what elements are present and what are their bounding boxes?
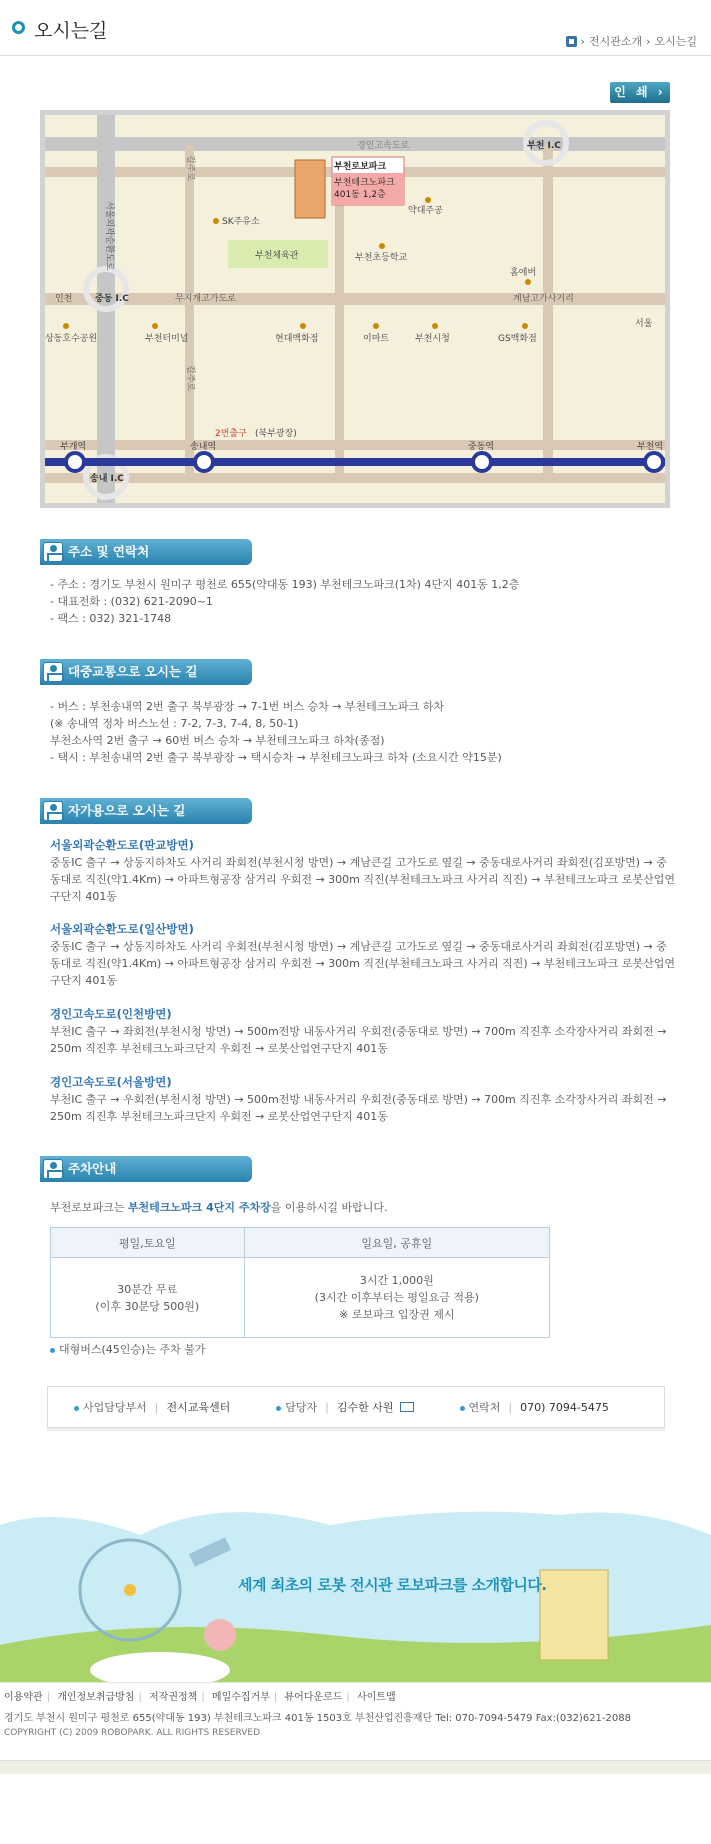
dept-value: 전시교육센터: [166, 1401, 231, 1414]
section-heading-parking: [40, 1156, 252, 1182]
map-label-robopark: 부천로보파크: [334, 162, 387, 172]
map-label-emart: 이마트: [363, 334, 390, 344]
footer-copyright: COPYRIGHT (C) 2009 ROBOPARK. ALL RIGHTS RESERVED: [4, 1728, 260, 1738]
section-heading-transit: [40, 659, 252, 685]
divider: |: [273, 1692, 278, 1703]
contact-phone: 070) 7094-5475: [520, 1400, 609, 1414]
map-label-technopark: 부천테크노파크: [334, 178, 395, 188]
map-label-gilju-bottom: 길주로: [185, 365, 195, 392]
map-label-elementary: 부천초등학교: [355, 253, 408, 263]
divider: |: [46, 1692, 51, 1703]
bottom-bar: [0, 1760, 711, 1774]
breadcrumb-separator: ›: [646, 34, 651, 48]
map-label-gs: GS백화점: [498, 334, 537, 344]
map-label-sangdong: 상동호수공원: [45, 334, 98, 344]
map-label-sk: SK주유소: [222, 217, 260, 227]
station-marker: [66, 453, 84, 471]
map-label-terminal: 부천터미널: [145, 334, 189, 344]
contact-label: 연락처: [460, 1399, 501, 1415]
section-heading-text: 주소 및 연락처: [68, 544, 150, 559]
map-label-exit2: 2번출구: [215, 429, 247, 439]
map-label-pharmacy: 약대주공: [408, 206, 443, 216]
page-title: 오시는길: [34, 20, 108, 42]
fee-text: (이후 30분당 500원): [95, 1299, 200, 1313]
route-text: 부천IC 출구 → 우회전(부천시청 방면) → 500m전방 내동사거리 우회전(중동대로 방면) → 700m 직진후 소각장사거리 좌회전 → 250m 직진후 부천테크노파크단지 우회전 → 로봇산업연구단지 401동: [50, 1093, 667, 1123]
banner-tagline: 세계 최초의 로봇 전시관 로보파크를 소개합니다.: [238, 1576, 547, 1594]
footer-link-copyright[interactable]: 저작권정책: [149, 1692, 198, 1703]
header: [0, 0, 711, 56]
map-label-gyenam: 계남고가사거리: [513, 294, 574, 304]
breadcrumb-item-directions[interactable]: 오시는길: [654, 35, 697, 48]
route-title: 경인고속도로(서울방면): [50, 1075, 172, 1089]
route-title: 서울외곽순환도로(판교방면): [50, 838, 194, 852]
phone-line: - 대표전화 : (032) 621-2090~1: [50, 595, 213, 608]
section-heading-text: 주차안내: [68, 1161, 117, 1176]
divider: |: [138, 1692, 142, 1703]
map-label-building: 401동 1,2층: [334, 190, 386, 200]
parking-lot-name: 부천테크노파크 4단지 주차장: [127, 1201, 271, 1214]
breadcrumb-item-intro[interactable]: 전시관소개: [588, 35, 643, 48]
route-title: 경인고속도로(인천방면): [50, 1007, 172, 1021]
transit-line: (※ 송내역 정차 버스노선 : 7-2, 7-3, 7-4, 8, 50-1): [50, 717, 299, 730]
map-label-jungdong-ic: 중동 I.C: [95, 294, 129, 304]
person-label: 담당자: [276, 1399, 317, 1415]
section-heading-address: [40, 539, 252, 565]
road: [45, 440, 665, 450]
table-row: [51, 1258, 550, 1338]
ferris-wheel-hub: [124, 1584, 136, 1596]
map-label-incheon: 인천: [55, 294, 73, 304]
map-label-homeplus: 홈에버: [510, 268, 537, 278]
expressway-road: [45, 137, 665, 151]
transit-line: - 버스 : 부천송내역 2번 출구 북부광장 → 7-1번 버스 승차 → 부천테크노파크 하차: [50, 700, 445, 713]
road: [45, 473, 665, 483]
robot-house-icon: [204, 1619, 236, 1651]
parking-fee-table: [50, 1227, 550, 1338]
map-label-bucheon: 부천역: [637, 442, 664, 452]
table-header-row: [51, 1228, 550, 1258]
fee-text: (3시간 이후부터는 평일요금 적용): [314, 1291, 479, 1304]
column-header: 일요일, 공휴일: [244, 1228, 549, 1258]
print-button[interactable]: 인 쇄 ›: [610, 82, 670, 103]
route-text: 중동IC 출구 → 상동지하차도 사거리 우회전(부천시청 방면) → 계남큰길 고가도로 옆길 → 중동대로사거리 좌회전(김포방면) → 중동대로 직진(약1.4Km) → 아파트형공장 삼거리 우회전 → 300m 직진(부천테크노파크 사거리 직진) → 부천테크노파크 로봇산업연구단지 401동: [50, 940, 675, 987]
map-label-expressway: 경인고속도로: [357, 141, 410, 151]
fax-line: - 팩스 : 032) 321-1748: [50, 612, 172, 625]
subway-line: [45, 458, 665, 466]
dept-label: 사업담당부서: [74, 1399, 147, 1415]
parking-note-text: 대형버스(45인승)는 주차 불가: [59, 1343, 206, 1356]
parking-intro-text: 을 이용하시길 바랍니다.: [270, 1201, 388, 1214]
breadcrumb: [566, 33, 697, 49]
route-text: 중동IC 출구 → 상동지하차도 사거리 좌회전(부천시청 방면) → 계남큰길 고가도로 옆길 → 중동대로사거리 좌회전(김포방면) → 중동대로 직진(약1.4Km) → 아파트형공장 삼거리 우회전 → 300m 직진(부천테크노파크 사거리 직진) → 부천테크노파크 로봇산업연구단지 401동: [50, 856, 675, 903]
transit-line: - 택시 : 부천송내역 2번 출구 북부광장 → 택시승차 → 부천테크노파크 하차 (소요시간 약15분): [50, 751, 502, 764]
footer-links: [4, 1688, 396, 1703]
building-icon: [540, 1570, 608, 1660]
map-graphic: [45, 115, 665, 503]
map-label-gym: 부천체육관: [255, 251, 299, 261]
footer-link-terms[interactable]: 이용약관: [4, 1692, 43, 1703]
address-line: - 주소 : 경기도 부천시 원미구 평천로 655(약대동 193) 부천테크노파크(1차) 4단지 401동 1,2층: [50, 578, 520, 591]
fee-text: ※ 로보파크 입장권 제시: [339, 1308, 455, 1321]
map-label-outer-ring: 서울외곽순환도로: [104, 201, 114, 271]
divider: |: [508, 1400, 513, 1414]
map-label-bucheon-ic: 부천 I.C: [527, 141, 561, 151]
station-marker: [195, 453, 213, 471]
bullet-icon: [50, 1348, 55, 1353]
map-label-songnae: 송내역: [190, 442, 217, 452]
map-label-exit2-note: (북부광장): [255, 429, 297, 439]
column-header: 평일,토요일: [51, 1228, 245, 1258]
parking-intro: [50, 1200, 387, 1216]
divider: |: [201, 1692, 205, 1703]
location-map: [40, 110, 670, 508]
footer-link-email-refusal[interactable]: 메일수집거부: [211, 1692, 270, 1703]
parking-intro-text: 부천로보파크는: [50, 1201, 128, 1214]
map-label-cityhall: 부천시청: [415, 334, 450, 344]
divider: |: [154, 1400, 159, 1414]
fee-text: 3시간 1,000원: [359, 1274, 434, 1287]
robopark-building: [295, 160, 325, 218]
footer-address: 경기도 부천시 원미구 평천로 655(약대동 193) 부천테크노파크 401동 1503호 부천산업진흥재단 Tel: 070-7094-5479 Fax:(032)621-2088: [4, 1713, 631, 1724]
map-label-jungdong: 중동역: [468, 442, 495, 452]
contact-box: [47, 1386, 665, 1428]
road: [543, 145, 553, 475]
footer-link-sitemap[interactable]: 사이트맵: [356, 1692, 396, 1703]
print-label: 인 쇄: [614, 85, 651, 99]
section-heading-car: [40, 798, 252, 824]
map-label-hyundai: 현대백화점: [275, 334, 319, 344]
person-value: 김수한 사원: [336, 1401, 394, 1414]
parking-note: [50, 1342, 205, 1358]
table-cell: [244, 1258, 549, 1338]
map-label-mugunge: 무지개고가도로: [175, 294, 236, 304]
gilju-road: [185, 145, 194, 475]
map-label-seoul: 서울: [635, 319, 653, 329]
info-person-icon: [43, 662, 63, 682]
section-heading-text: 대중교통으로 오시는 길: [68, 664, 198, 679]
route-text: 부천IC 출구 → 좌회전(부천시청 방면) → 500m전방 내동사거리 우회전(중동대로 방면) → 700m 직진후 소각장사거리 좌회전 → 250m 직진후 부천테크노파크단지 우회전 → 로봇산업연구단지 401동: [50, 1025, 667, 1055]
section-heading-text: 자가용으로 오시는 길: [68, 803, 186, 818]
map-label-gilju-top: 길주로: [185, 155, 195, 182]
fee-text: 30분간 무료: [117, 1282, 178, 1296]
table-cell: [51, 1258, 245, 1338]
breadcrumb-separator: ›: [580, 34, 585, 48]
map-label-songnae-ic: 송내 I.C: [90, 474, 124, 484]
mail-icon[interactable]: [400, 1402, 414, 1412]
info-person-icon: [43, 542, 63, 562]
station-marker: [645, 453, 663, 471]
info-person-icon: [43, 1159, 63, 1179]
road: [335, 165, 344, 475]
station-marker: [473, 453, 491, 471]
transit-line: 부천소사역 2번 출구 → 60번 버스 승차 → 부천테크노파크 하차(종점): [50, 734, 385, 747]
divider: |: [346, 1692, 350, 1703]
title-bullet-icon: [12, 21, 25, 34]
footer-link-privacy[interactable]: 개인정보취급방침: [57, 1692, 135, 1703]
footer-link-viewer[interactable]: 뷰어다운로드: [284, 1692, 343, 1703]
info-person-icon: [43, 801, 63, 821]
route-title: 서울외곽순환도로(일산방면): [50, 922, 194, 936]
map-label-bugae: 부개역: [60, 442, 87, 452]
divider: |: [325, 1400, 329, 1414]
home-icon[interactable]: [566, 36, 577, 47]
